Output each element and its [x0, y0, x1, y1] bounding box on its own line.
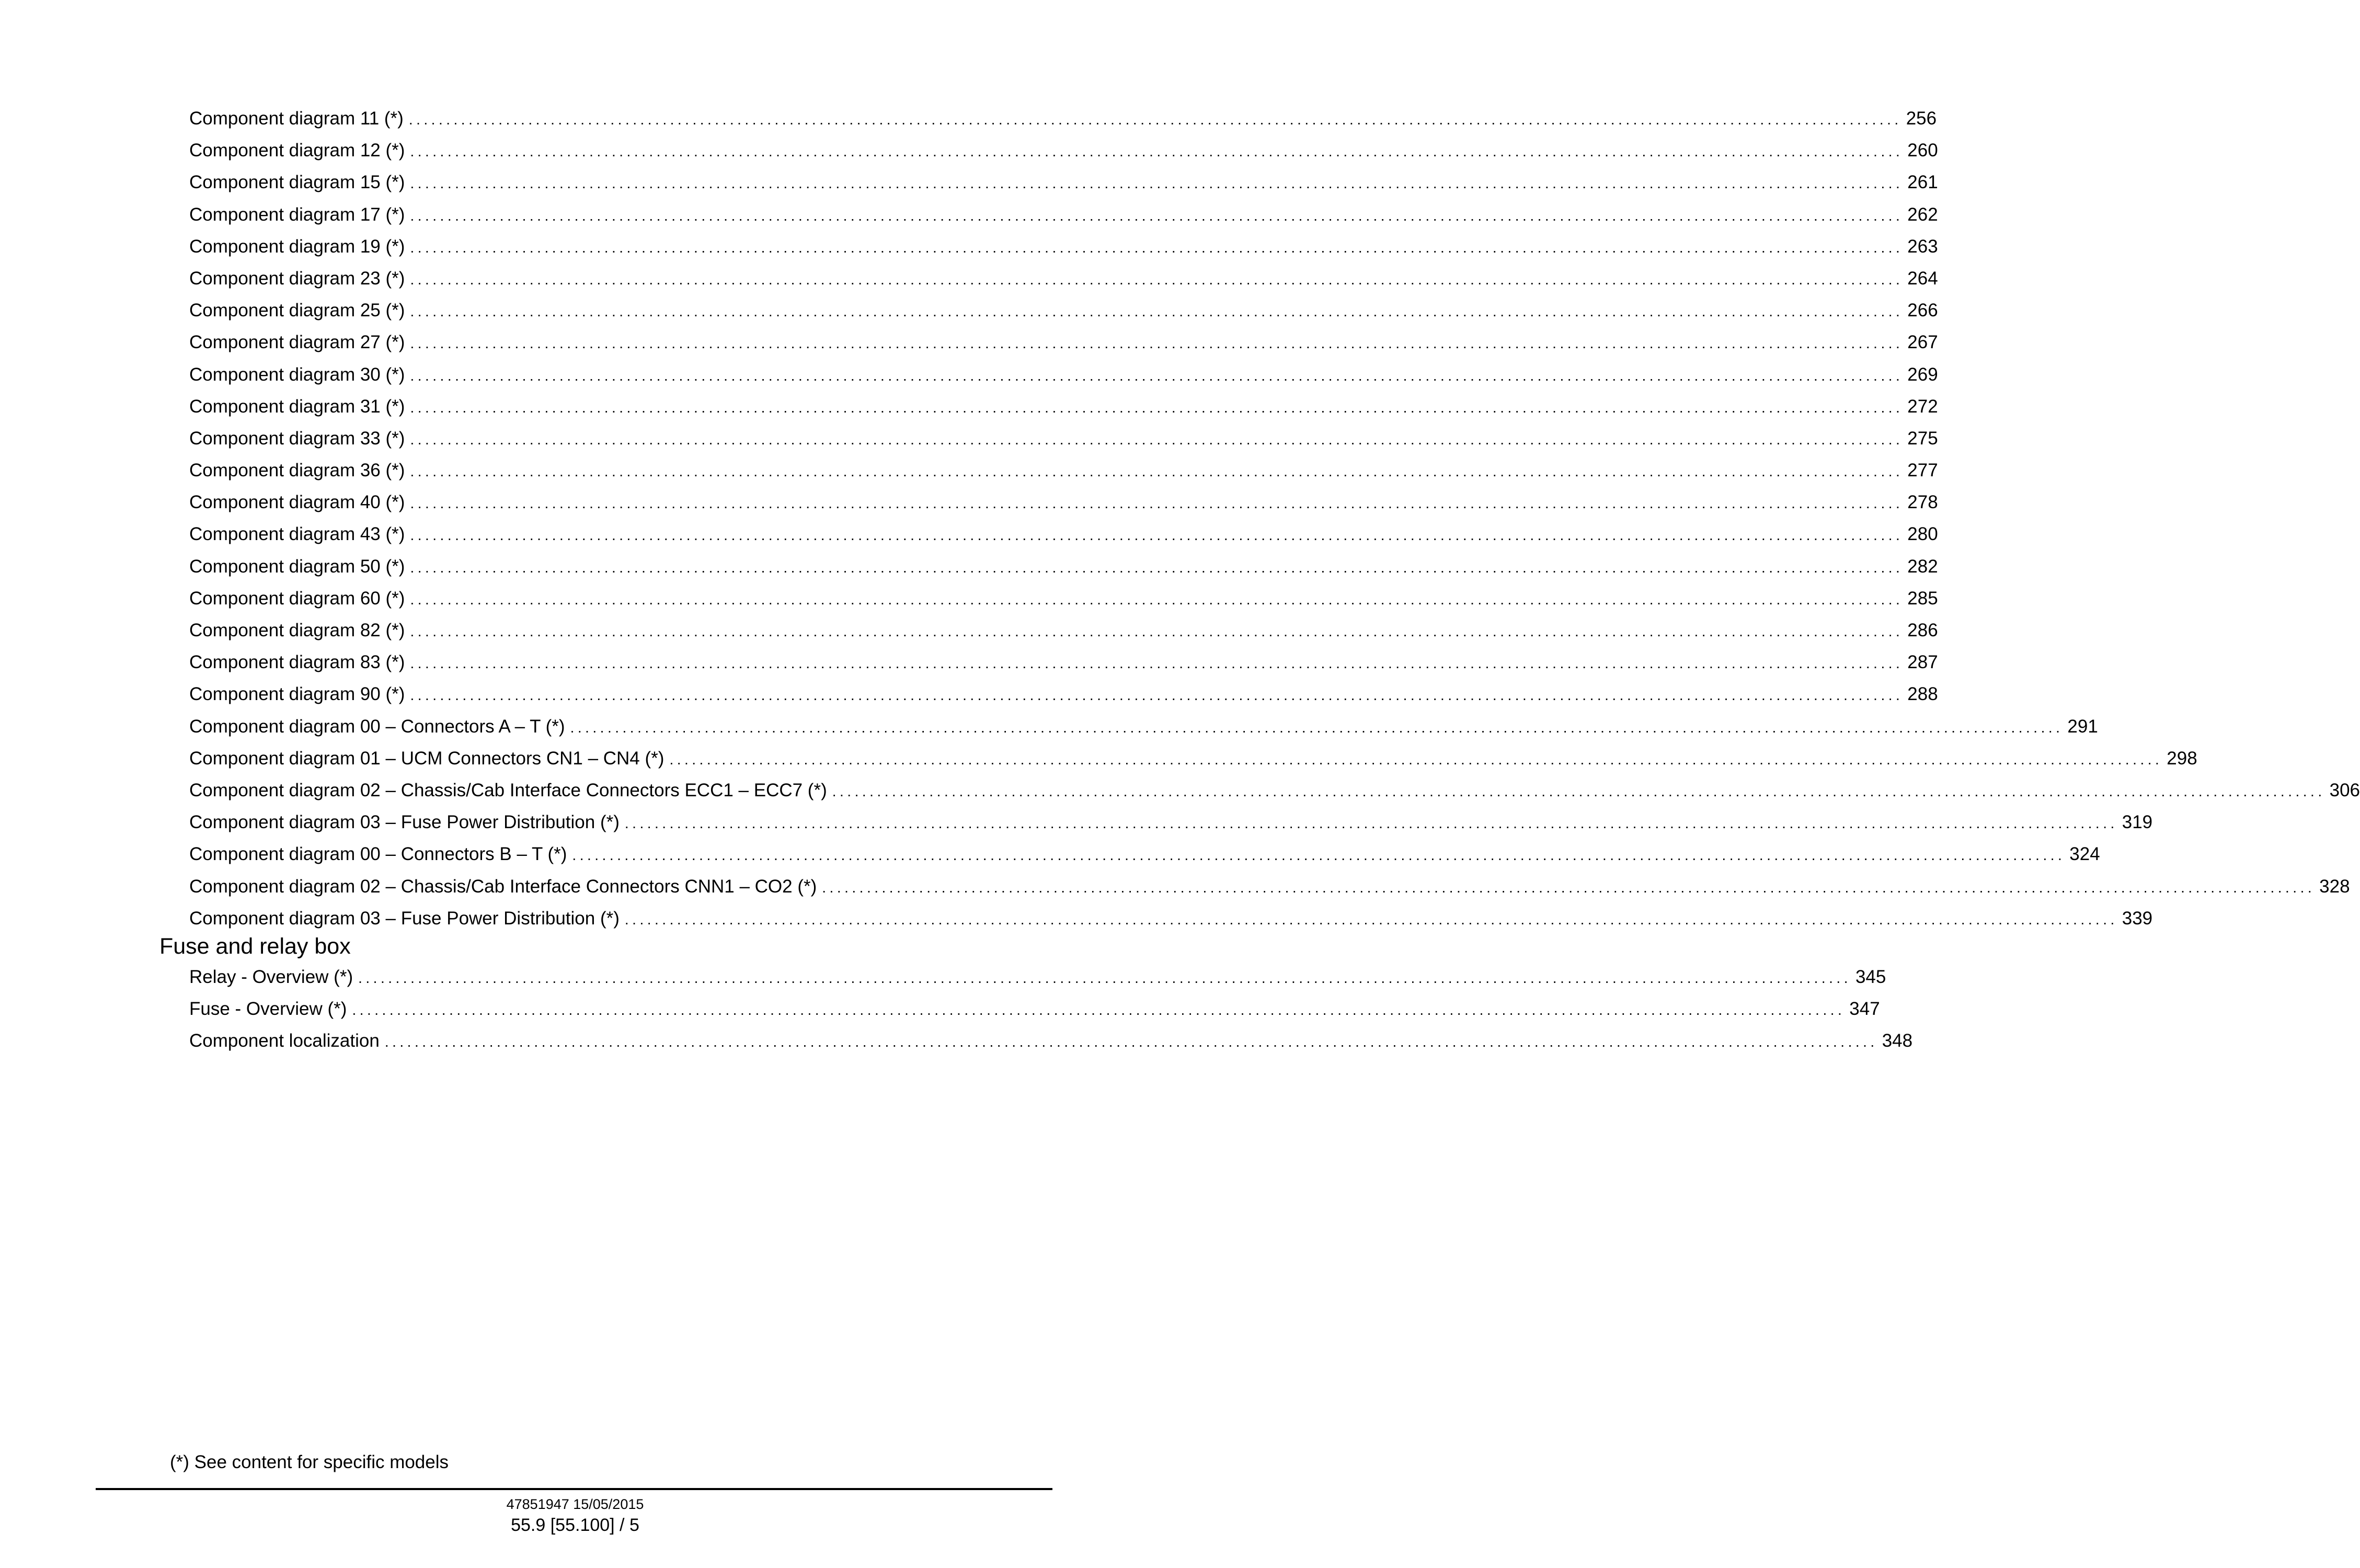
dot-leader: ........................................................................................................................................................................................................ [410, 495, 1904, 512]
toc-entry-page: 319 [2122, 812, 2153, 833]
toc-entry-label: Component diagram 02 – Chassis/Cab Interface Connectors CNN1 – CO2 (*) [189, 876, 817, 897]
toc-entry[interactable] [189, 199, 1938, 231]
toc-entry-label: Component diagram 02 – Chassis/Cab Interface Connectors ECC1 – ECC7 (*) [189, 780, 827, 800]
toc-entry-label: Component diagram 30 (*) [189, 364, 405, 385]
dot-leader: ........................................................................................................................................................................................................ [822, 879, 2316, 896]
toc-entry-page: 328 [2319, 876, 2350, 897]
dot-leader: ........................................................................................................................................................................................................ [410, 367, 1904, 384]
toc-entry-label: Component diagram 90 (*) [189, 684, 405, 705]
toc-entry-label: Component diagram 15 (*) [189, 172, 405, 193]
toc-entry-label: Component diagram 00 – Connectors A – T (*) [189, 716, 565, 737]
toc-entry[interactable] [189, 806, 2153, 838]
toc-entry[interactable] [189, 102, 1937, 134]
toc-entry[interactable] [189, 231, 1938, 262]
toc-entry-label: Component diagram 00 – Connectors B – T (*) [189, 844, 567, 865]
toc-entry-label: Component diagram 31 (*) [189, 396, 405, 417]
toc-entry-page: 275 [1907, 428, 1938, 449]
toc-entry[interactable] [189, 166, 1938, 198]
toc-entry[interactable] [189, 582, 1938, 614]
toc-entry-page: 291 [2067, 716, 2098, 737]
footer-page-reference: 55.9 [55.100] / 5 [511, 1515, 639, 1535]
toc-entry[interactable] [189, 838, 2100, 870]
toc-entry-page: 286 [1907, 620, 1938, 640]
dot-leader: ........................................................................................................................................................................................................ [410, 559, 1904, 576]
toc-entry-page: 267 [1907, 332, 1938, 353]
toc-entry-label: Component diagram 82 (*) [189, 620, 405, 640]
toc-entry-page: 264 [1907, 268, 1938, 289]
dot-leader: ........................................................................................................................................................................................................ [570, 719, 2064, 736]
toc-entry-label: Component diagram 19 (*) [189, 236, 405, 257]
toc-entry-label: Component diagram 40 (*) [189, 492, 405, 513]
dot-leader: ........................................................................................................................................................................................................ [410, 591, 1904, 608]
toc-entry[interactable] [189, 454, 1938, 486]
toc-entry[interactable] [189, 359, 1938, 391]
toc-entry[interactable] [189, 422, 1938, 454]
dot-leader: ........................................................................................................................................................................................................ [410, 271, 1904, 288]
toc-entry[interactable] [189, 646, 1938, 678]
toc-entry-label: Component diagram 11 (*) [189, 108, 404, 129]
toc-entry[interactable] [189, 262, 1938, 294]
toc-entry-page: 262 [1907, 204, 1938, 225]
toc-entry[interactable] [189, 294, 1938, 326]
toc-entry-label: Component diagram 01 – UCM Connectors CN1 – CN4 (*) [189, 748, 665, 769]
section-entry-list [189, 961, 1913, 1057]
footnote: (*) See content for specific models [170, 1452, 449, 1472]
dot-leader: ........................................................................................................................................................................................................ [410, 143, 1904, 160]
toc-entry[interactable] [189, 614, 1938, 646]
toc-entry[interactable] [189, 134, 1938, 166]
toc-entry[interactable] [189, 961, 1886, 993]
dot-leader: ........................................................................................................................................................................................................ [572, 847, 2066, 864]
toc-entry-label: Component diagram 17 (*) [189, 204, 405, 225]
dot-leader: ........................................................................................................................................................................................................ [410, 431, 1904, 448]
toc-entry-label: Component diagram 25 (*) [189, 300, 405, 321]
toc-entry-label: Component diagram 83 (*) [189, 652, 405, 673]
toc-entry[interactable] [189, 1025, 1913, 1057]
dot-leader: ........................................................................................................................................................................................................ [669, 751, 2163, 768]
toc-entry-label: Component diagram 36 (*) [189, 460, 405, 481]
toc-entry-label: Component diagram 43 (*) [189, 524, 405, 545]
toc-entry-page: 285 [1907, 588, 1938, 609]
toc-entry-page: 260 [1907, 140, 1938, 161]
toc-entry[interactable] [189, 902, 2153, 934]
toc-entry-list [189, 102, 2360, 934]
toc-entry[interactable] [189, 774, 2360, 806]
dot-leader: ........................................................................................................................................................................................................ [410, 335, 1904, 352]
toc-entry-label: Component diagram 33 (*) [189, 428, 405, 449]
dot-leader: ........................................................................................................................................................................................................ [624, 911, 2118, 928]
toc-entry-page: 263 [1907, 236, 1938, 257]
toc-entry-label: Component diagram 23 (*) [189, 268, 405, 289]
footer-divider [96, 1488, 1052, 1490]
toc-entry-page: 306 [2329, 780, 2360, 800]
dot-leader: ........................................................................................................................................................................................................ [410, 463, 1904, 480]
toc-entry-page: 287 [1907, 652, 1938, 673]
toc-entry[interactable] [189, 326, 1938, 358]
toc-entry-page: 345 [1855, 967, 1886, 987]
toc-entry-page: 324 [2069, 844, 2100, 865]
dot-leader: ........................................................................................................................................................................................................ [358, 970, 1851, 986]
toc-entry-page: 277 [1907, 460, 1938, 481]
dot-leader: ........................................................................................................................................................................................................ [624, 815, 2118, 832]
toc-entry-label: Fuse - Overview (*) [189, 999, 347, 1020]
toc-entry-label: Component diagram 27 (*) [189, 332, 405, 353]
toc-entry[interactable] [189, 486, 1938, 518]
toc-entry[interactable] [189, 518, 1938, 550]
dot-leader: ........................................................................................................................................................................................................ [410, 527, 1904, 544]
toc-entry-page: 272 [1907, 396, 1938, 417]
dot-leader: ........................................................................................................................................................................................................ [410, 623, 1904, 639]
toc-entry-label: Component diagram 03 – Fuse Power Distribution (*) [189, 908, 620, 929]
toc-entry-label: Component diagram 03 – Fuse Power Distribution (*) [189, 812, 620, 833]
toc-entry-page: 348 [1882, 1031, 1913, 1051]
toc-entry-page: 256 [1906, 108, 1937, 129]
toc-entry-page: 280 [1907, 524, 1938, 545]
toc-entry-page: 282 [1907, 556, 1938, 577]
dot-leader: ........................................................................................................................................................................................................ [408, 111, 1902, 128]
toc-entry[interactable] [189, 678, 1938, 710]
dot-leader: ........................................................................................................................................................................................................ [410, 399, 1904, 416]
toc-entry[interactable] [189, 993, 1880, 1025]
dot-leader: ........................................................................................................................................................................................................ [410, 303, 1904, 320]
toc-entry[interactable] [189, 742, 2197, 774]
toc-entry-page: 288 [1907, 684, 1938, 705]
toc-entry-label: Component diagram 60 (*) [189, 588, 405, 609]
toc-entry-page: 347 [1849, 999, 1880, 1020]
dot-leader: ........................................................................................................................................................................................................ [410, 655, 1904, 672]
toc-entry[interactable] [189, 871, 2350, 902]
dot-leader: ........................................................................................................................................................................................................ [352, 1002, 1846, 1018]
toc-entry-page: 266 [1907, 300, 1938, 321]
toc-entry-label: Component diagram 50 (*) [189, 556, 405, 577]
toc-entry-page: 278 [1907, 492, 1938, 513]
dot-leader: ........................................................................................................................................................................................................ [410, 207, 1904, 224]
footer-doc-reference: 47851947 15/05/2015 [506, 1496, 644, 1512]
toc-entry-page: 269 [1907, 364, 1938, 385]
toc-entry-page: 261 [1907, 172, 1938, 193]
dot-leader: ........................................................................................................................................................................................................ [384, 1034, 1878, 1050]
toc-entry-label: Relay - Overview (*) [189, 967, 353, 987]
toc-entry[interactable] [189, 551, 1938, 582]
toc-entry-page: 298 [2167, 748, 2197, 769]
dot-leader: ........................................................................................................................................................................................................ [832, 783, 2325, 799]
dot-leader: ........................................................................................................................................................................................................ [410, 239, 1904, 256]
toc-entry[interactable] [189, 711, 2098, 742]
toc-entry[interactable] [189, 391, 1938, 422]
toc-entry-label: Component localization [189, 1031, 380, 1051]
dot-leader: ........................................................................................................................................................................................................ [410, 175, 1904, 192]
section-heading: Fuse and relay box [159, 934, 351, 959]
toc-entry-label: Component diagram 12 (*) [189, 140, 405, 161]
toc-entry-page: 339 [2122, 908, 2153, 929]
dot-leader: ........................................................................................................................................................................................................ [410, 687, 1904, 704]
